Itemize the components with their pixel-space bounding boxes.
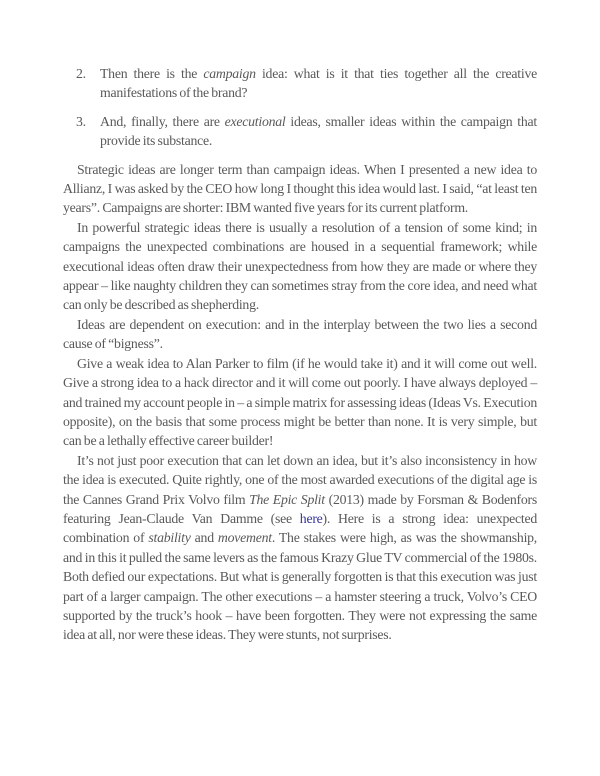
paragraph-powerful-strategic-ideas xyxy=(63,218,537,315)
list-item-text xyxy=(100,64,537,103)
text-run: And, finally, there are xyxy=(100,113,225,129)
list-item-number: 2. xyxy=(76,66,86,81)
text-run: idea: what is it that ties together all the creative manifestations of the brand? xyxy=(100,66,537,101)
paragraph-ideas-dependent-execution xyxy=(63,315,537,354)
text-run: (2013) made by Forsman & Bodenfors featuring Jean-Claude Van Damme (see xyxy=(63,491,537,526)
italic-text: stability xyxy=(148,530,191,546)
text-run: Then there is the xyxy=(100,66,204,81)
paragraph-epic-split xyxy=(63,451,537,645)
paragraph-weak-idea-alan-parker xyxy=(63,354,537,451)
text-run: In powerful strategic ideas there is usually a resolution of a tension of some kind; in campaigns the unexpected combinations are housed in a sequential framework; while executional ideas often draw their unexpectedness from how they are made or where they appear – like naughty children they can sometimes stray from the core idea, and need what can only be described as shepherding. xyxy=(63,219,537,313)
italic-text: The Epic Split xyxy=(249,491,325,507)
text-run: . The stakes were high, as was the showmanship, and in this it pulled the same levers as the famous Krazy Glue TV commercial of the 1980s. Both defied our expectations. But what is generally forgotten is that this execution was just part of a larger campaign. The other executions – a hamster steering a truck, Volvo’s CEO supported by the truck’s hook – have been forgotten. They were not expressing the same idea at all, nor were these ideas. They were stunts, not surprises. xyxy=(63,530,537,643)
italic-text: executional xyxy=(224,113,286,129)
list-item xyxy=(63,64,537,103)
text-run: It’s not just poor execution that can let down an idea, but it’s also inconsistency in how the idea is executed. Quite rightly, one of the most awarded executions of the digital age is the Cannes Grand Prix Volvo film xyxy=(63,452,537,507)
text-column xyxy=(63,64,537,645)
list-item-number: 3. xyxy=(76,113,86,129)
text-run: and xyxy=(190,530,218,546)
text-run: Ideas are dependent on execution: and in the interplay between the two lies a second cause of “bigness”. xyxy=(63,316,537,352)
italic-text: movement xyxy=(217,530,272,546)
text-run: Strategic ideas are longer term than campaign ideas. When I presented a new idea to Allianz, I was asked by the CEO how long I thought this idea would last. I said, “at least ten years”. Campaigns are shorter: IBM wanted five years for its current platform. xyxy=(63,161,537,216)
here-link[interactable]: here xyxy=(299,510,323,526)
text-run: ). Here is a strong idea: unexpected combination of xyxy=(63,510,537,546)
list-item xyxy=(63,112,537,151)
text-run: Give a weak idea to Alan Parker to film (if he would take it) and it will come out well. Give a strong idea to a hack director and it will come out poorly. I have always deployed – and trained my account people in – a simple matrix for assessing ideas (Ideas Vs. Execution opposite), on the basis that some process might be better than none. It is very simple, but can be a lethally effective career builder! xyxy=(63,355,537,449)
list-item-text xyxy=(100,112,537,151)
paragraph-strategic-ideas xyxy=(63,160,537,218)
numbered-list xyxy=(63,64,537,151)
italic-text: campaign xyxy=(203,66,256,81)
text-run: ideas, smaller ideas within the campaign that provide its substance. xyxy=(100,113,537,149)
